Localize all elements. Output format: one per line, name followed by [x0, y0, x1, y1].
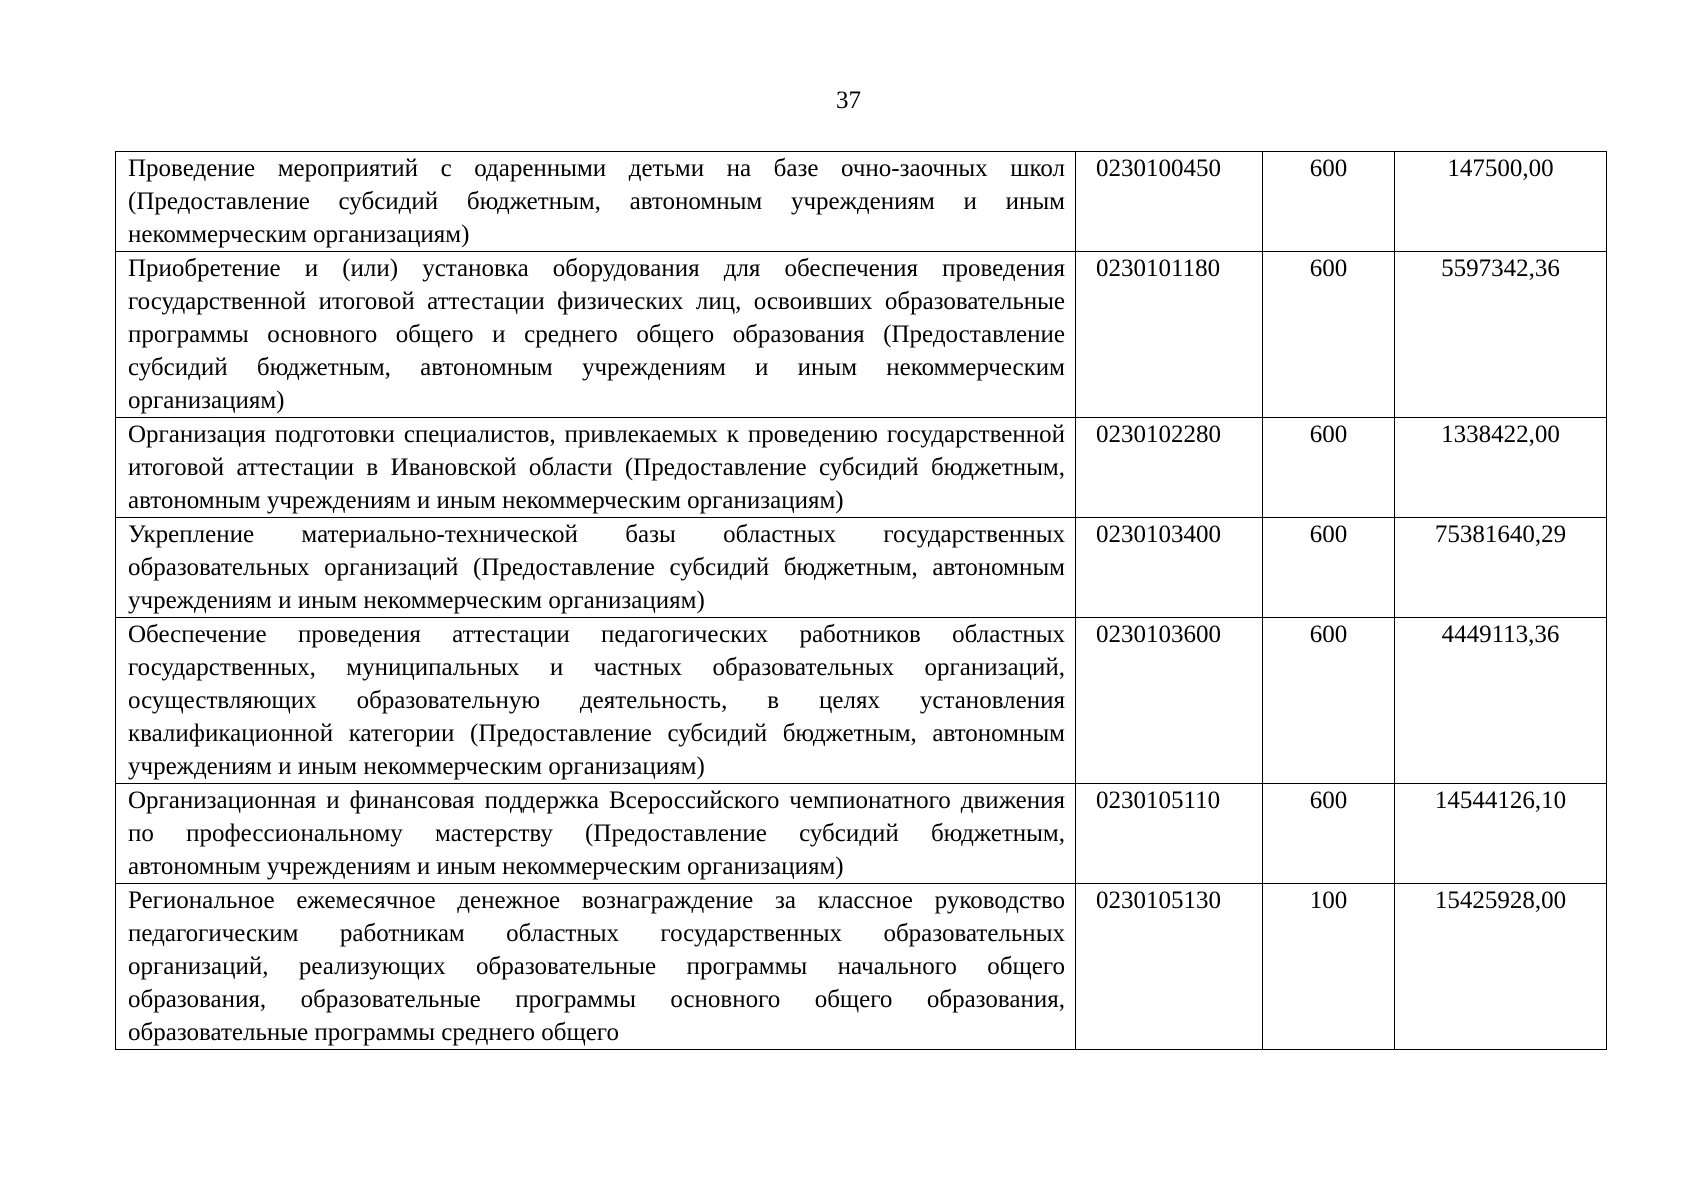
table-row: [116, 518, 1607, 618]
row-description: Организационная и финансовая поддержка Всероссийского чемпионатного движения по профессиональному мастерству (Предоставление субсидий бюджетным, автономным учреждениям и иным некоммерческим организациям): [116, 784, 1076, 884]
row-amount: 75381640,29: [1395, 518, 1607, 618]
row-description: Обеспечение проведения аттестации педагогических работников областных государственных, муниципальных и частных образовательных организаций, осуществляющих образовательную деятельность, в целях установления квалификационной категории (Предоставление субсидий бюджетным, автономным учреждениям и иным некоммерческим организациям): [116, 618, 1076, 784]
row-code: 0230105110: [1076, 784, 1263, 884]
row-description: Проведение мероприятий с одаренными детьми на базе очно-заочных школ (Предоставление субсидий бюджетным, автономным учреждениям и иным некоммерческим организациям): [116, 152, 1076, 252]
table-row: [116, 884, 1607, 1050]
row-description: Региональное ежемесячное денежное вознаграждение за классное руководство педагогическим работникам областных государственных образовательных организаций, реализующих образовательные программы начального общего образования, образовательные программы основного общего образования, образовательные программы среднего общего: [116, 884, 1076, 1050]
row-amount: 14544126,10: [1395, 784, 1607, 884]
table-row: [116, 252, 1607, 418]
row-expense-type: 600: [1263, 152, 1395, 252]
row-amount: 1338422,00: [1395, 418, 1607, 518]
row-amount: 15425928,00: [1395, 884, 1607, 1050]
table-row: [116, 418, 1607, 518]
table-row: [116, 784, 1607, 884]
row-description: Укрепление материально-технической базы областных государственных образовательных организаций (Предоставление субсидий бюджетным, автономным учреждениям и иным некоммерческим организациям): [116, 518, 1076, 618]
row-expense-type: 100: [1263, 884, 1395, 1050]
row-description: Приобретение и (или) установка оборудования для обеспечения проведения государственной итоговой аттестации физических лиц, освоивших образовательные программы основного общего и среднего общего образования (Предоставление субсидий бюджетным, автономным учреждениям и иным некоммерческим организациям): [116, 252, 1076, 418]
row-description: Организация подготовки специалистов, привлекаемых к проведению государственной итоговой аттестации в Ивановской области (Предоставление субсидий бюджетным, автономным учреждениям и иным некоммерческим организациям): [116, 418, 1076, 518]
row-code: 0230103400: [1076, 518, 1263, 618]
row-amount: 5597342,36: [1395, 252, 1607, 418]
row-expense-type: 600: [1263, 518, 1395, 618]
budget-table: [115, 151, 1607, 1050]
row-expense-type: 600: [1263, 784, 1395, 884]
row-amount: 4449113,36: [1395, 618, 1607, 784]
row-code: 0230101180: [1076, 252, 1263, 418]
row-code: 0230105130: [1076, 884, 1263, 1050]
table-row: [116, 618, 1607, 784]
row-code: 0230103600: [1076, 618, 1263, 784]
row-expense-type: 600: [1263, 252, 1395, 418]
page-number: 37: [836, 87, 861, 114]
row-code: 0230102280: [1076, 418, 1263, 518]
table-row: [116, 152, 1607, 252]
row-amount: 147500,00: [1395, 152, 1607, 252]
row-code: 0230100450: [1076, 152, 1263, 252]
row-expense-type: 600: [1263, 418, 1395, 518]
row-expense-type: 600: [1263, 618, 1395, 784]
